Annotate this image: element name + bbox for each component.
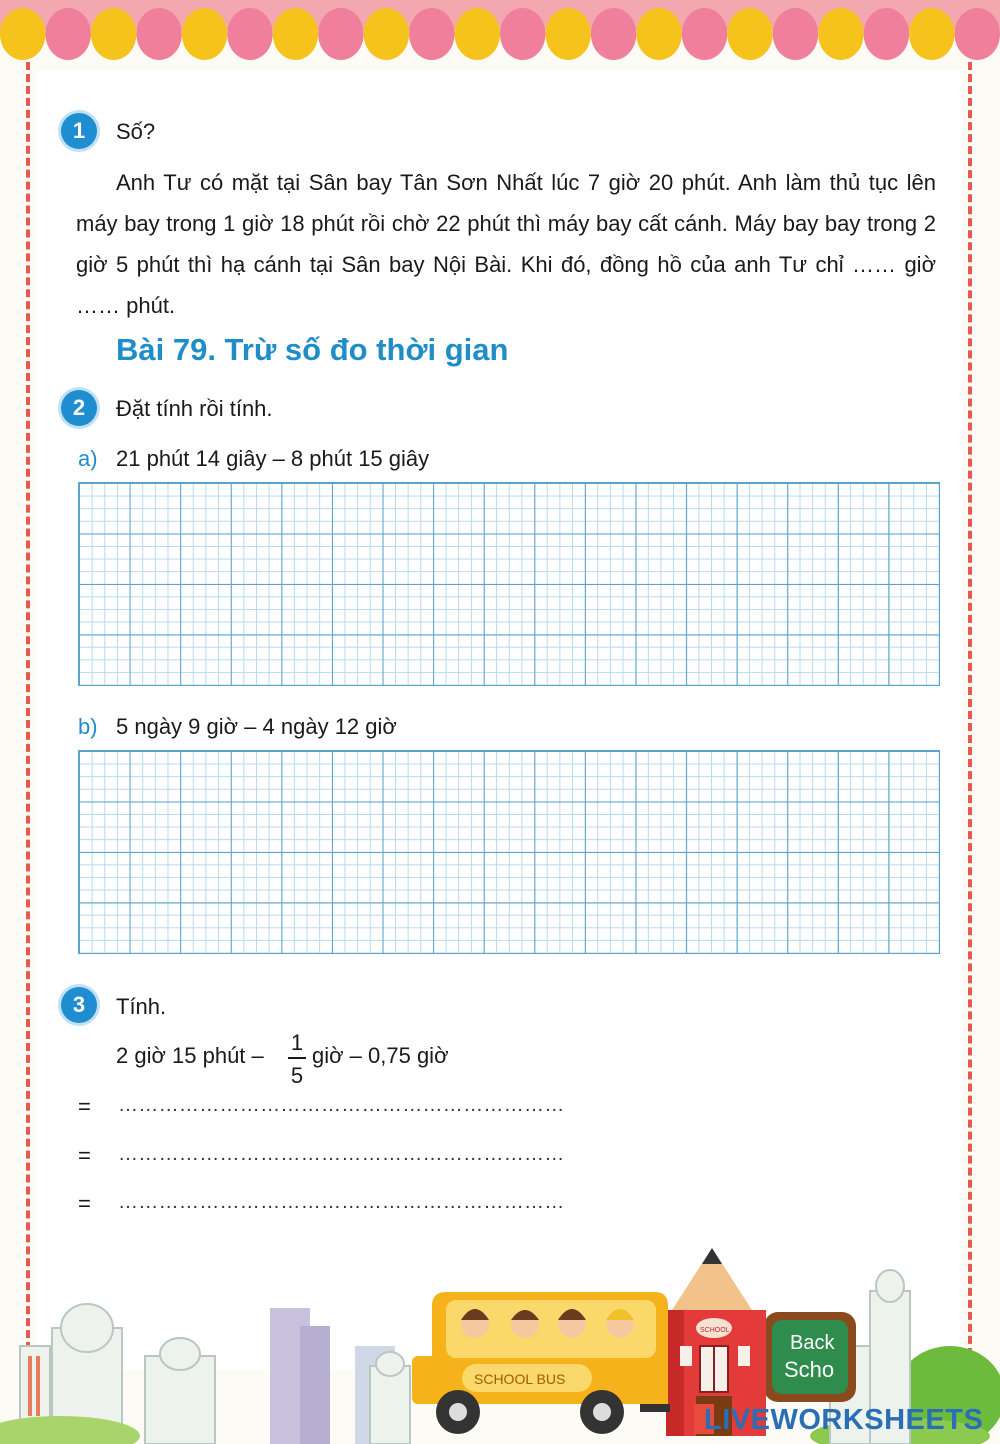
liveworksheets-brand[interactable]: LIVEWORKSHEETS xyxy=(704,1404,984,1436)
awning-scallop xyxy=(773,8,818,60)
awning-scallop xyxy=(136,8,181,60)
awning-scallop xyxy=(727,8,772,60)
answer-line-3[interactable]: ………………………………………………………… xyxy=(118,1191,565,1213)
awning-scallop xyxy=(818,8,863,60)
part-a-answer-grid[interactable] xyxy=(78,482,940,686)
awning-scallop xyxy=(364,8,409,60)
awning-scallop xyxy=(682,8,727,60)
part-a-label: a) xyxy=(78,446,98,471)
fraction-numerator: 1 xyxy=(290,1030,304,1055)
expression-part-2: giờ – 0,75 giờ xyxy=(312,1043,449,1068)
awning-scallop xyxy=(227,8,272,60)
awning-scallop xyxy=(273,8,318,60)
awning-scallop xyxy=(409,8,454,60)
awning-scallop xyxy=(864,8,909,60)
part-a-expression: 21 phút 14 giây – 8 phút 15 giây xyxy=(116,446,430,471)
awning-scallop xyxy=(591,8,636,60)
awning-scallop xyxy=(909,8,954,60)
equals-sign-3: = xyxy=(78,1191,91,1216)
bus-text: SCHOOL BUS xyxy=(474,1371,566,1387)
awning-scallop xyxy=(0,8,45,60)
sign-line-1: Back xyxy=(790,1332,835,1354)
awning-decoration xyxy=(0,0,1000,75)
question-1-body: Anh Tư có mặt tại Sân bay Tân Sơn Nhất lúc 7 giờ 20 phút. Anh làm thủ tục lên máy bay trong 1 giờ 18 phút rồi chờ 22 phút thì máy bay cất cánh. Máy bay bay trong 2 giờ 5 phút thì hạ cánh tại Sân bay Nội Bài. Khi đó, đồng hồ của anh Tư chỉ …… giờ …… phút. xyxy=(76,170,936,318)
part-b-label: b) xyxy=(78,714,98,739)
question-1-heading: Số? xyxy=(116,119,156,144)
part-b-answer-grid[interactable] xyxy=(78,750,940,954)
equals-sign-1: = xyxy=(78,1094,91,1119)
answer-line-2[interactable]: ………………………………………………………… xyxy=(118,1143,565,1165)
question-3-heading: Tính. xyxy=(116,994,167,1019)
fraction-bar xyxy=(288,1057,306,1059)
part-b-expression: 5 ngày 9 giờ – 4 ngày 12 giờ xyxy=(116,714,397,739)
awning-scallop xyxy=(318,8,363,60)
right-dashed-border xyxy=(968,62,972,1392)
question-2-badge: 2 xyxy=(61,390,97,426)
equals-sign-2: = xyxy=(78,1143,91,1168)
fraction-denominator: 5 xyxy=(290,1063,304,1088)
expression-part-1: 2 giờ 15 phút – xyxy=(116,1043,264,1068)
left-dashed-border xyxy=(26,62,30,1362)
awning-scallop xyxy=(182,8,227,60)
awning-scallop xyxy=(500,8,545,60)
question-1-badge: 1 xyxy=(61,113,97,149)
school-sign-text: SCHOOL xyxy=(700,1327,730,1334)
question-2-heading: Đặt tính rồi tính. xyxy=(116,396,273,421)
lesson-title: Bài 79. Trừ số đo thời gian xyxy=(116,332,509,367)
sign-line-2: Scho xyxy=(784,1357,835,1382)
awning-scallop xyxy=(91,8,136,60)
question-1-paragraph xyxy=(76,162,936,326)
question-3-badge: 3 xyxy=(61,987,97,1023)
awning-scallop xyxy=(545,8,590,60)
awning-scallop xyxy=(45,8,90,60)
awning-scallop xyxy=(636,8,681,60)
answer-line-1[interactable]: ………………………………………………………… xyxy=(118,1094,565,1116)
awning-scallop xyxy=(455,8,500,60)
awning-scallop xyxy=(955,8,1000,60)
